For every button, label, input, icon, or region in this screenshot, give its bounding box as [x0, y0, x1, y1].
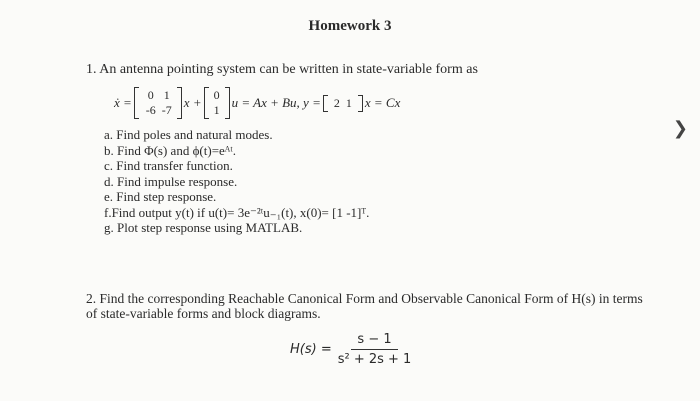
equation-lhs: ẋ = — [114, 95, 132, 110]
matrix-a-cell: -6 — [145, 103, 156, 117]
list-item: b. Find Φ(s) and ϕ(t)=eᴬᵗ. — [104, 142, 237, 158]
vector-b — [204, 87, 230, 119]
list-item: e. Find step response. — [104, 189, 217, 204]
matrix-a-cell: 0 — [147, 88, 154, 102]
vector-c-cell: 2 — [333, 95, 340, 110]
equation-tail: x = Cx — [364, 95, 401, 110]
vector-b-cell: 0 — [213, 88, 220, 102]
problem-1-intro: 1. An antenna pointing system can be written in state-variable form as — [86, 62, 478, 77]
transfer-function — [290, 332, 411, 367]
vector-b-cell: 1 — [213, 103, 220, 117]
transfer-function-lhs: H(s) = — [290, 342, 332, 357]
matrix-a — [134, 87, 182, 119]
matrix-a-cell: 1 — [163, 88, 170, 102]
list-item: f.Find output y(t) if u(t)= 3e⁻²ᵗu₋₁(t), x(0)= [1 -1]ᵀ. — [104, 204, 370, 220]
state-equation — [114, 84, 400, 122]
equation-middle: u = Ax + Bu, y = — [231, 95, 321, 110]
list-item: c. Find transfer function. — [104, 158, 233, 173]
list-item: g. Plot step response using MATLAB. — [104, 220, 303, 235]
problem-2-text: 2. Find the corresponding Reachable Canonical Form and Observable Canonical Form of H(s) in terms of state-variable forms and block diagrams. — [86, 291, 643, 321]
page-title: Homework 3 — [308, 18, 392, 34]
denominator: s² + 2s + 1 — [337, 352, 412, 367]
transfer-function-fraction — [338, 332, 412, 367]
list-item: a. Find poles and natural modes. — [104, 127, 273, 142]
problem-1-parts — [104, 127, 369, 236]
equation-x-term: x + — [183, 95, 202, 110]
vector-c — [323, 95, 363, 112]
numerator: s − 1 — [351, 332, 397, 350]
vector-c-cell: 1 — [345, 95, 352, 110]
matrix-a-cell: -7 — [161, 103, 172, 117]
list-item: d. Find impulse response. — [104, 173, 238, 189]
chevron-right-icon[interactable]: ❯ — [672, 118, 688, 139]
